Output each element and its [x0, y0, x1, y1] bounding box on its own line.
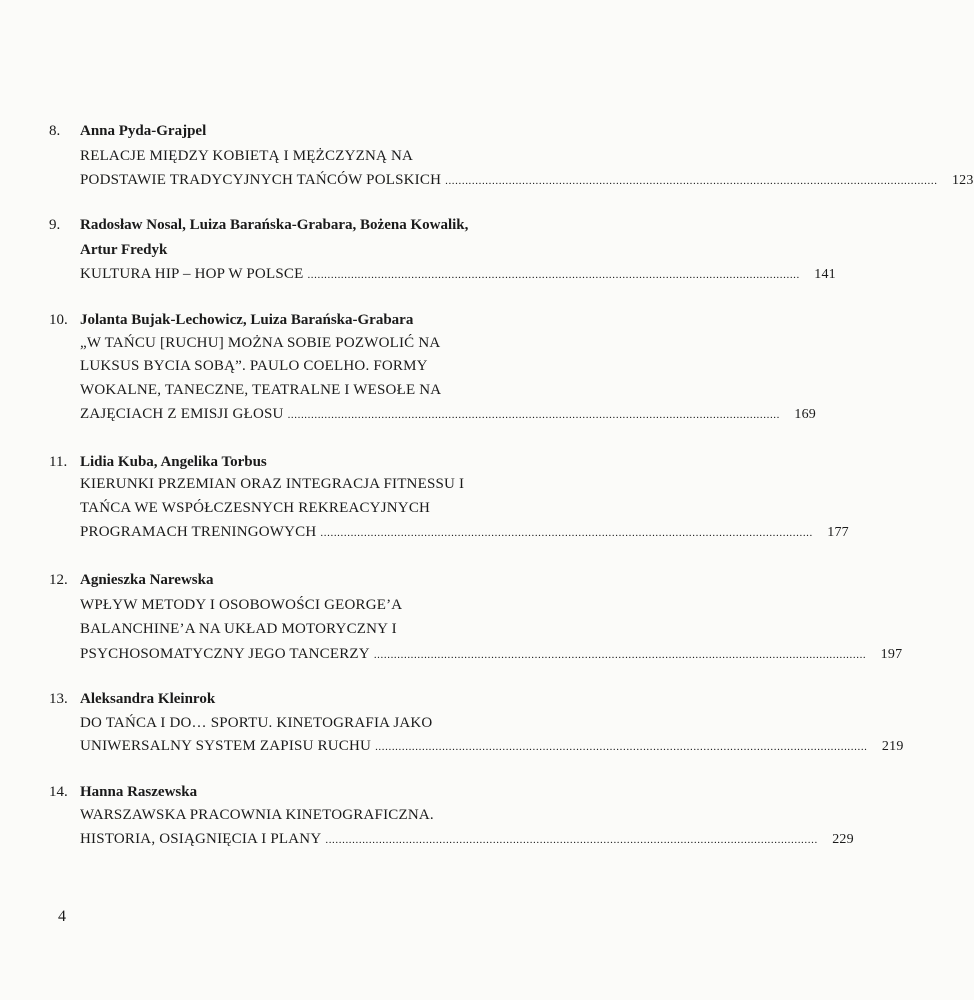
entry-page-number: 197 [880, 647, 903, 662]
dot-leader: ................................................................................................................................................... [375, 741, 868, 753]
entry-page-number: 177 [827, 525, 849, 540]
entry-title-line: ZAJĘCIACH Z EMISJI GŁOSU [80, 406, 284, 422]
entry-authors: Radosław Nosal, Luiza Barańska-Grabara, Bożena Kowalik, [80, 217, 469, 233]
entry-title-line: TAŃCA WE WSPÓŁCZESNYCH REKREACYJNYCH [80, 500, 431, 516]
entry-title-last-line [80, 737, 904, 756]
entry-title-last-line [80, 523, 849, 542]
entry-page-number: 229 [832, 832, 854, 847]
entry-authors: Artur Fredyk [80, 242, 168, 258]
entry-title-line: PROGRAMACH TRENINGOWYCH [80, 524, 317, 540]
entry-title-line: WARSZAWSKA PRACOWNIA KINETOGRAFICZNA. [80, 807, 434, 823]
dot-leader: ................................................................................................................................................... [445, 175, 938, 187]
entry-authors: Agnieszka Narewska [80, 572, 214, 588]
entry-number: 11. [49, 454, 68, 470]
entry-title-line: RELACJE MIĘDZY KOBIETĄ I MĘŻCZYZNĄ NA [80, 148, 414, 164]
entry-authors: Anna Pyda-Grajpel [80, 123, 207, 139]
entry-authors: Hanna Raszewska [80, 784, 198, 800]
entry-authors: Aleksandra Kleinrok [80, 691, 216, 707]
dot-leader: ................................................................................................................................................... [373, 649, 867, 661]
entry-title-line: „W TAŃCU [RUCHU] MOŻNA SOBIE POZWOLIĆ NA [80, 335, 441, 351]
entry-number: 13. [49, 691, 68, 707]
entry-number: 12. [49, 572, 68, 588]
entry-authors: Jolanta Bujak-Lechowicz, Luiza Barańska-Grabara [80, 312, 414, 328]
entry-title-line: PODSTAWIE TRADYCYJNYCH TAŃCÓW POLSKICH [80, 172, 442, 188]
dot-leader: ................................................................................................................................................... [325, 834, 818, 846]
entry-title-line: BALANCHINE’A NA UKŁAD MOTORYCZNY I [80, 621, 397, 637]
entry-title-last-line [80, 171, 974, 190]
entry-number: 10. [49, 312, 68, 328]
dot-leader: ................................................................................................................................................... [320, 527, 813, 539]
entry-title-line: KULTURA HIP – HOP W POLSCE [80, 266, 304, 282]
entry-page-number: 141 [814, 267, 836, 282]
page-number: 4 [58, 908, 66, 925]
entry-title-line: PSYCHOSOMATYCZNY JEGO TANCERZY [80, 646, 370, 662]
entry-page-number: 219 [881, 739, 904, 754]
entry-authors: Lidia Kuba, Angelika Torbus [80, 454, 267, 470]
dot-leader: ................................................................................................................................................... [307, 269, 800, 281]
entry-number: 9. [49, 217, 61, 233]
entry-title-line: HISTORIA, OSIĄGNIĘCIA I PLANY [80, 831, 322, 847]
dot-leader: ................................................................................................................................................... [287, 409, 781, 421]
entry-page-number: 169 [794, 407, 817, 422]
entry-title-line: DO TAŃCA I DO… SPORTU. KINETOGRAFIA JAKO [80, 715, 433, 731]
entry-number: 14. [49, 784, 68, 800]
entry-title-last-line [80, 405, 817, 424]
entry-title-last-line [80, 830, 854, 849]
entry-number: 8. [49, 123, 61, 139]
entry-title-last-line [80, 265, 836, 284]
entry-title-line: WOKALNE, TANECZNE, TEATRALNE I WESOŁE NA [80, 382, 442, 398]
entry-page-number: 123 [951, 173, 974, 188]
entry-title-line: UNIWERSALNY SYSTEM ZAPISU RUCHU [80, 738, 372, 754]
entry-title-line: WPŁYW METODY I OSOBOWOŚCI GEORGE’A [80, 597, 403, 613]
entry-title-line: LUKSUS BYCIA SOBĄ”. PAULO COELHO. FORMY [80, 358, 428, 374]
entry-title-last-line [80, 645, 903, 664]
entry-title-line: KIERUNKI PRZEMIAN ORAZ INTEGRACJA FITNESSU I [80, 476, 465, 492]
